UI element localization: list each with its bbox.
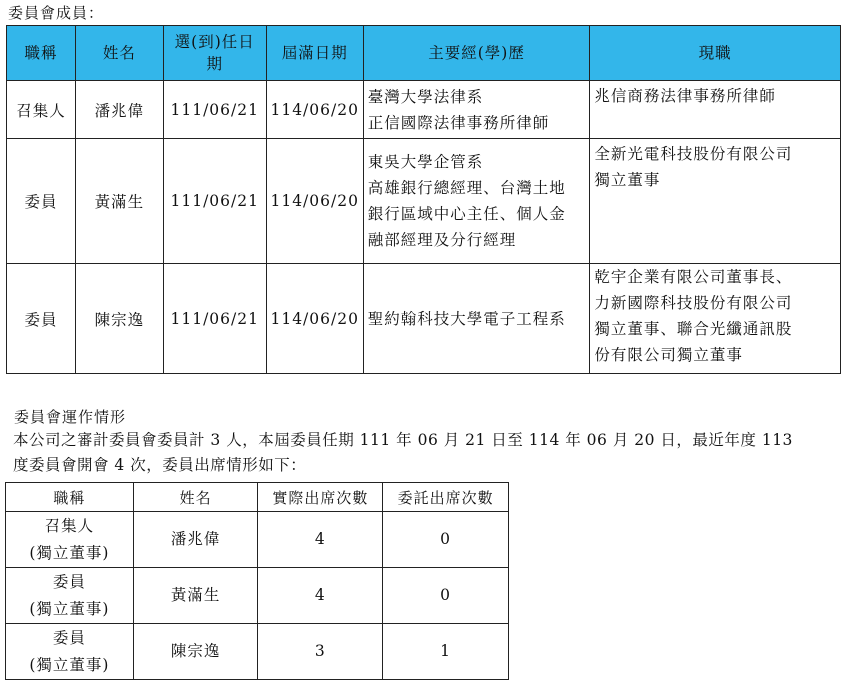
attendance-table-header (6, 483, 509, 512)
header-name: 姓名 (75, 26, 163, 81)
member-experience (363, 81, 590, 139)
member-name: 潘兆偉 (75, 81, 163, 139)
current-line: 獨立董事 (594, 171, 661, 189)
experience-line: 正信國際法律事務所律師 (367, 113, 550, 132)
member-title: 委員 (7, 264, 76, 374)
member-experience (363, 139, 590, 264)
header-actual-attendance: 實際出席次數 (258, 483, 383, 512)
member-start-date: 111/06/21 (163, 139, 266, 264)
member-row (7, 264, 841, 374)
experience-line: 東吳大學企管系 (367, 153, 484, 171)
attendee-title (6, 568, 134, 624)
attendee-role: 召集人 (44, 516, 95, 535)
experience-line: 高雄銀行總經理、台灣土地 (367, 179, 566, 197)
member-row (7, 81, 841, 139)
header-experience: 主要經(學)歷 (363, 26, 590, 81)
attendee-role: 委員 (52, 572, 86, 591)
member-current-position (590, 81, 841, 139)
operation-paragraph (13, 428, 793, 478)
attendee-role: 委員 (52, 628, 86, 647)
header-title: 職稱 (7, 26, 76, 81)
current-line: 份有限公司獨立董事 (594, 346, 743, 364)
actual-attendance-count: 4 (258, 512, 383, 568)
header-start-date: 選(到)任日期 (163, 26, 266, 81)
member-title: 召集人 (7, 81, 76, 139)
header-title: 職稱 (6, 483, 134, 512)
header-name: 姓名 (133, 483, 258, 512)
member-name: 陳宗逸 (75, 264, 163, 374)
attendee-title (6, 624, 134, 680)
member-end-date: 114/06/20 (266, 264, 363, 374)
attendance-row (6, 512, 509, 568)
member-end-date: 114/06/20 (266, 139, 363, 264)
member-end-date: 114/06/20 (266, 81, 363, 139)
experience-line: 銀行區域中心主任、個人金 (367, 205, 566, 223)
attendance-row (6, 568, 509, 624)
attendee-name: 潘兆偉 (133, 512, 258, 568)
members-table-header (7, 26, 841, 81)
attendee-role-note: (獨立董事) (29, 655, 110, 674)
member-start-date: 111/06/21 (163, 81, 266, 139)
proxy-attendance-count: 1 (383, 624, 509, 680)
header-current-position: 現職 (590, 26, 841, 81)
experience-line: 聖約翰科技大學電子工程系 (367, 309, 566, 328)
current-line: 獨立董事、聯合光纖通訊股 (594, 320, 793, 338)
member-experience (363, 264, 590, 374)
attendance-table (5, 482, 509, 680)
members-table (6, 25, 841, 374)
current-line: 乾宇企業有限公司董事長、 (594, 268, 793, 286)
proxy-attendance-count: 0 (383, 512, 509, 568)
current-line: 力新國際科技股份有限公司 (594, 294, 793, 312)
member-row (7, 139, 841, 264)
member-current-position (590, 139, 841, 264)
attendee-title (6, 512, 134, 568)
attendee-role-note: (獨立董事) (29, 543, 110, 562)
member-current-position (590, 264, 841, 374)
header-end-date: 屆滿日期 (266, 26, 363, 81)
actual-attendance-count: 4 (258, 568, 383, 624)
attendance-row (6, 624, 509, 680)
header-proxy-attendance: 委託出席次數 (383, 483, 509, 512)
attendee-name: 陳宗逸 (133, 624, 258, 680)
attendee-role-note: (獨立董事) (29, 599, 110, 618)
proxy-attendance-count: 0 (383, 568, 509, 624)
current-line: 兆信商務法律事務所律師 (594, 87, 776, 105)
experience-line: 融部經理及分行經理 (367, 231, 517, 249)
members-section-title: 委員會成員： (8, 4, 105, 22)
operation-section-title: 委員會運作情形 (14, 408, 127, 426)
paragraph-line: 本公司之審計委員會委員計 3 人，本屆委員任期 111 年 06 月 21 日至 114 年 06 月 20 日，最近年度 113 (13, 431, 793, 449)
actual-attendance-count: 3 (258, 624, 383, 680)
current-line: 全新光電科技股份有限公司 (594, 145, 793, 163)
member-title: 委員 (7, 139, 76, 264)
paragraph-line: 度委員會開會 4 次，委員出席情形如下： (13, 456, 307, 474)
member-name: 黃滿生 (75, 139, 163, 264)
attendee-name: 黃滿生 (133, 568, 258, 624)
member-start-date: 111/06/21 (163, 264, 266, 374)
experience-line: 臺灣大學法律系 (367, 87, 484, 106)
